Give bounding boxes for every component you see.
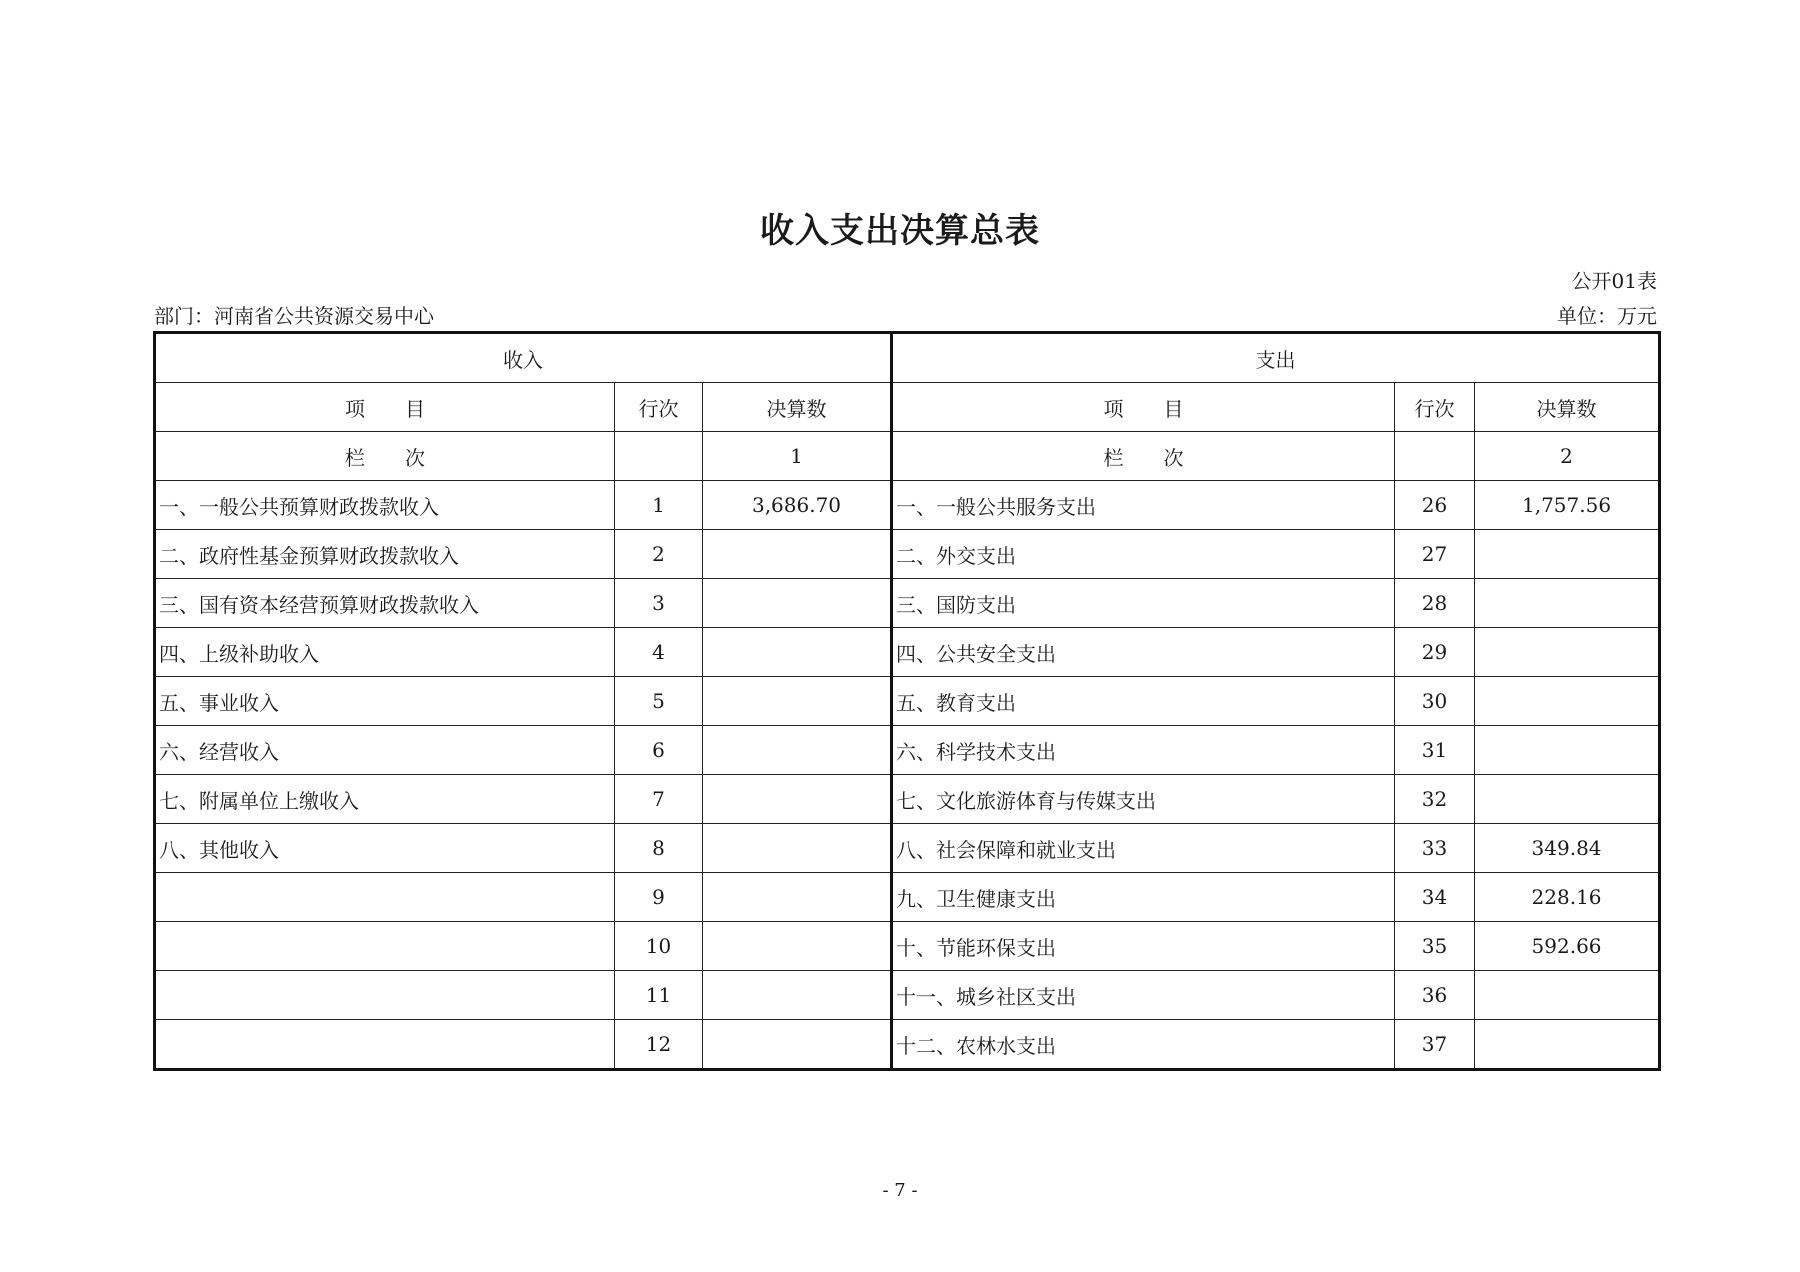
expense-row-no-cell: 30 xyxy=(1395,677,1475,726)
expense-amount-cell xyxy=(1475,775,1660,824)
expense-header: 支出 xyxy=(892,333,1660,383)
expense-amount-cell xyxy=(1475,530,1660,579)
income-column-number: 1 xyxy=(703,432,892,481)
income-item-cell xyxy=(155,873,615,922)
expense-item-cell: 七、文化旅游体育与传媒支出 xyxy=(892,775,1395,824)
expense-item-cell: 二、外交支出 xyxy=(892,530,1395,579)
table-row xyxy=(155,971,1660,1020)
column-number-row xyxy=(155,432,1660,481)
income-amount-cell xyxy=(703,873,892,922)
expense-amount-cell: 592.66 xyxy=(1475,922,1660,971)
table-row xyxy=(155,530,1660,579)
income-row-no-cell: 4 xyxy=(615,628,703,677)
income-amount-cell xyxy=(703,530,892,579)
income-amount-cell xyxy=(703,775,892,824)
income-item-cell: 一、一般公共预算财政拨款收入 xyxy=(155,481,615,530)
income-amount-cell xyxy=(703,971,892,1020)
expense-item-cell: 五、教育支出 xyxy=(892,677,1395,726)
income-item-cell: 六、经营收入 xyxy=(155,726,615,775)
expense-item-cell: 四、公共安全支出 xyxy=(892,628,1395,677)
income-item-cell: 八、其他收入 xyxy=(155,824,615,873)
expense-item-cell: 十一、城乡社区支出 xyxy=(892,971,1395,1020)
page-title: 收入支出决算总表 xyxy=(760,211,1040,251)
income-amount-cell xyxy=(703,1020,892,1070)
expense-row-no-cell: 34 xyxy=(1395,873,1475,922)
expense-row-no-cell: 33 xyxy=(1395,824,1475,873)
expense-amount-cell xyxy=(1475,1020,1660,1070)
table-row xyxy=(155,481,1660,530)
expense-row-no-header: 行次 xyxy=(1395,383,1475,432)
expense-amount-cell xyxy=(1475,628,1660,677)
table-row xyxy=(155,628,1660,677)
expense-item-cell: 八、社会保障和就业支出 xyxy=(892,824,1395,873)
income-row-no-cell: 6 xyxy=(615,726,703,775)
income-item-cell xyxy=(155,1020,615,1070)
income-row-no-cell: 12 xyxy=(615,1020,703,1070)
expense-row-no-cell: 31 xyxy=(1395,726,1475,775)
expense-column-number: 2 xyxy=(1475,432,1660,481)
income-item-cell xyxy=(155,922,615,971)
expense-row-no-cell: 36 xyxy=(1395,971,1475,1020)
table-row xyxy=(155,873,1660,922)
unit-label: 单位：万元 xyxy=(1557,304,1657,328)
income-item-cell: 七、附属单位上缴收入 xyxy=(155,775,615,824)
expense-amount-cell: 228.16 xyxy=(1475,873,1660,922)
income-row-no-cell: 10 xyxy=(615,922,703,971)
expense-item-cell: 六、科学技术支出 xyxy=(892,726,1395,775)
income-amount-cell xyxy=(703,579,892,628)
page-number: - 7 - xyxy=(882,1180,918,1201)
income-row-no-cell: 2 xyxy=(615,530,703,579)
income-row-no-cell: 1 xyxy=(615,481,703,530)
income-amount-cell xyxy=(703,677,892,726)
income-header: 收入 xyxy=(155,333,892,383)
expense-row-no-cell: 32 xyxy=(1395,775,1475,824)
income-item-cell: 二、政府性基金预算财政拨款收入 xyxy=(155,530,615,579)
expense-amount-header: 决算数 xyxy=(1475,383,1660,432)
income-item-cell: 五、事业收入 xyxy=(155,677,615,726)
income-amount-header: 决算数 xyxy=(703,383,892,432)
income-row-no-cell: 5 xyxy=(615,677,703,726)
expense-amount-cell xyxy=(1475,726,1660,775)
income-row-no-blank xyxy=(615,432,703,481)
expense-item-cell: 十二、农林水支出 xyxy=(892,1020,1395,1070)
income-row-no-cell: 7 xyxy=(615,775,703,824)
expense-column-label: 栏 次 xyxy=(892,432,1395,481)
income-amount-cell: 3,686.70 xyxy=(703,481,892,530)
expense-row-no-cell: 29 xyxy=(1395,628,1475,677)
expense-amount-cell: 349.84 xyxy=(1475,824,1660,873)
income-amount-cell xyxy=(703,922,892,971)
income-row-no-header: 行次 xyxy=(615,383,703,432)
expense-item-cell: 一、一般公共服务支出 xyxy=(892,481,1395,530)
table-row xyxy=(155,677,1660,726)
expense-amount-cell xyxy=(1475,579,1660,628)
income-item-cell: 四、上级补助收入 xyxy=(155,628,615,677)
income-item-cell: 三、国有资本经营预算财政拨款收入 xyxy=(155,579,615,628)
income-row-no-cell: 3 xyxy=(615,579,703,628)
expense-row-no-cell: 35 xyxy=(1395,922,1475,971)
expense-item-cell: 十、节能环保支出 xyxy=(892,922,1395,971)
section-header-row xyxy=(155,333,1660,383)
expense-item-header: 项 目 xyxy=(892,383,1395,432)
column-header-row xyxy=(155,383,1660,432)
income-item-cell xyxy=(155,971,615,1020)
form-code: 公开01表 xyxy=(1571,269,1657,293)
income-row-no-cell: 11 xyxy=(615,971,703,1020)
table-row xyxy=(155,579,1660,628)
income-amount-cell xyxy=(703,726,892,775)
expense-item-cell: 九、卫生健康支出 xyxy=(892,873,1395,922)
income-amount-cell xyxy=(703,824,892,873)
expense-amount-cell xyxy=(1475,971,1660,1020)
expense-row-no-cell: 27 xyxy=(1395,530,1475,579)
summary-table xyxy=(153,331,1661,1071)
expense-row-no-blank xyxy=(1395,432,1475,481)
income-item-header: 项 目 xyxy=(155,383,615,432)
table-row xyxy=(155,1020,1660,1070)
income-row-no-cell: 9 xyxy=(615,873,703,922)
expense-amount-cell: 1,757.56 xyxy=(1475,481,1660,530)
income-amount-cell xyxy=(703,628,892,677)
table-row xyxy=(155,922,1660,971)
expense-item-cell: 三、国防支出 xyxy=(892,579,1395,628)
table-row xyxy=(155,824,1660,873)
income-column-label: 栏 次 xyxy=(155,432,615,481)
expense-row-no-cell: 37 xyxy=(1395,1020,1475,1070)
income-row-no-cell: 8 xyxy=(615,824,703,873)
expense-row-no-cell: 28 xyxy=(1395,579,1475,628)
expense-amount-cell xyxy=(1475,677,1660,726)
expense-row-no-cell: 26 xyxy=(1395,481,1475,530)
table-row xyxy=(155,775,1660,824)
table-row xyxy=(155,726,1660,775)
department-label: 部门：河南省公共资源交易中心 xyxy=(154,304,434,328)
